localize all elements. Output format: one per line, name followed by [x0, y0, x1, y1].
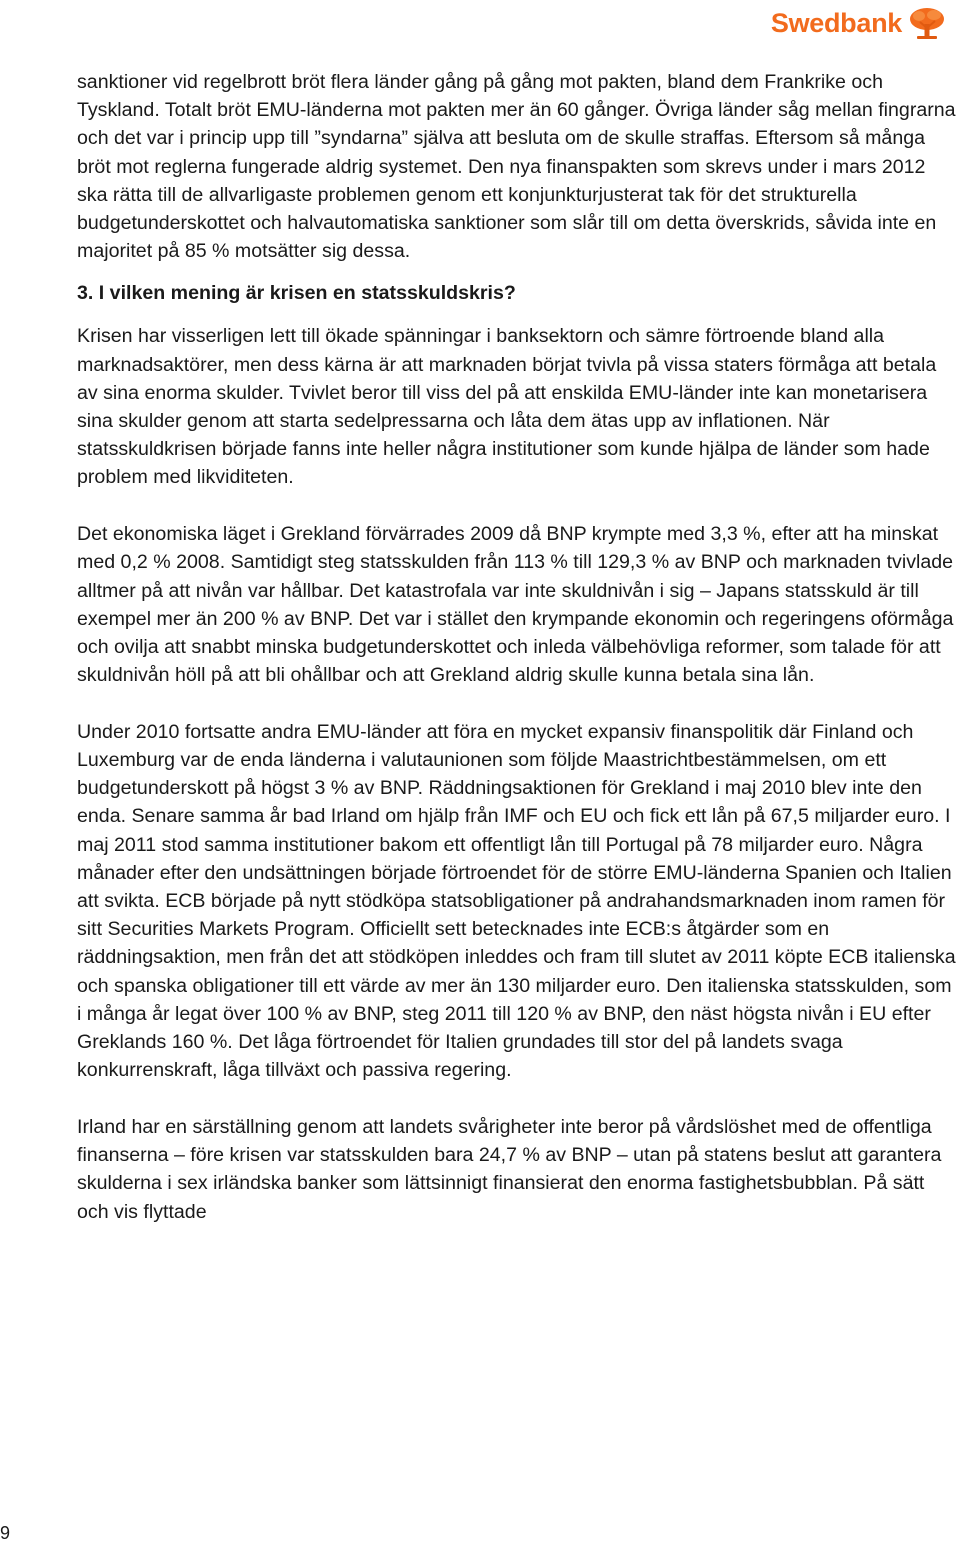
intro-paragraph: sanktioner vid regelbrott bröt flera länder gång på gång mot pakten, bland dem Frankrike och Tyskland. Totalt bröt EMU-länderna mot pakten mer än 60 gånger. Övriga länder såg mellan fingrarna och det var i princip upp till ”syndarna” själva att besluta om de skulle straffas. Eftersom så många bröt mot reglerna fungerade aldrig systemet. Den nya finanspakten som skrevs under i mars 2012 ska rätta till de allvarligaste problemen genom ett konjunkturjusterat tak för det strukturella budgetunderskottet och halvautomatiska sanktioner som slår till om detta överskrids, såvida inte en majoritet på 85 % motsätter sig dessa.: [77, 71, 956, 263]
body-paragraph: Det ekonomiska läget i Grekland förvärrades 2009 då BNP krympte med 3,3 %, efter att ha minskat med 0,2 % 2008. Samtidigt steg statsskulden från 113 % till 129,3 % av BNP och marknaden tvivlade alltmer på att nivån var hållbar. Det katastrofala var inte skuldnivån i sig – Japans statsskuld är till exempel mer än 200 % av BNP. Det var i stället den krympande ekonomin och regeringens oförmåga och ovilja att snabbt minska budgetunderskottet och inleda välbehövliga reformer, som talade för att skuldnivån höll på att bli ohållbar och att Grekland aldrig skulle kunna betala sina lån.: [77, 523, 954, 687]
section-heading: 3. I vilken mening är krisen en statsskuldskris?: [77, 282, 516, 305]
body-paragraph: Irland har en särställning genom att landets svårigheter inte beror på vårdslöshet med de offentliga finanserna – före krisen var statsskulden bara 24,7 % av BNP – utan på statens beslut att garantera skulderna i sex irländska banker som lättsinnigt finansierat den enorma fastighetsbubblan. På sätt och vis flyttade: [77, 1116, 942, 1223]
body-paragraph: Under 2010 fortsatte andra EMU-länder att föra en mycket expansiv finanspolitik där Finland och Luxemburg var de enda länderna i valutaunionen som följde Maastrichtbestämmelsen, om ett budgetunderskott på högst 3 % av BNP. Räddningsaktionen för Grekland i maj 2010 blev inte den enda. Senare samma år bad Irland om hjälp från IMF och EU och fick ett lån på 67,5 miljarder euro. I maj 2011 stod samma institutioner bakom ett offentligt lån till Portugal på 78 miljarder euro. Några månader efter den undsättningen började förtroendet för de större EMU-länderna Spanien och Italien att svikta. ECB började på nytt stödköpa statsobligationer på andrahandsmarknaden inom ramen för sitt Securities Markets Program. Officiellt sett betecknades inte ECB:s åtgärder som en räddningsaktion, men från det att stödköpen inleddes och fram till slutet av 2011 köpte ECB italienska och spanska obligationer till ett värde av mer än 130 miljarder euro. Den italienska statsskulden, som i många år legat över 100 % av BNP, steg 2011 till 120 % av BNP, den näst högsta nivån i EU efter Greklands 160 %. Det låga förtroendet för Italien grundades till stor del på landets svaga konkurrenskraft, låga tillväxt och passiva regering.: [77, 720, 956, 1082]
document-body: [77, 68, 957, 1226]
logo-text: Swedbank: [770, 7, 902, 38]
page-number: 9: [0, 1523, 11, 1543]
brand-logo: [771, 6, 946, 40]
body-paragraph: Krisen har visserligen lett till ökade spänningar i banksektorn och sämre förtroende bland alla marknadsaktörer, men dess kärna är att marknaden börjat tvivla på vissa staters förmåga att betala av sina enorma skulder. Tvivlet beror till viss del på att enskilda EMU-länder inte kan monetarisera sina skulder genom att starta sedelpressarna och låta dem ätas upp av inflationen. När statsskuldkrisen började fanns inte heller några institutioner som kunde hjälpa de länder som hade problem med likviditeten.: [77, 325, 937, 489]
oak-tree-icon: [908, 6, 946, 40]
